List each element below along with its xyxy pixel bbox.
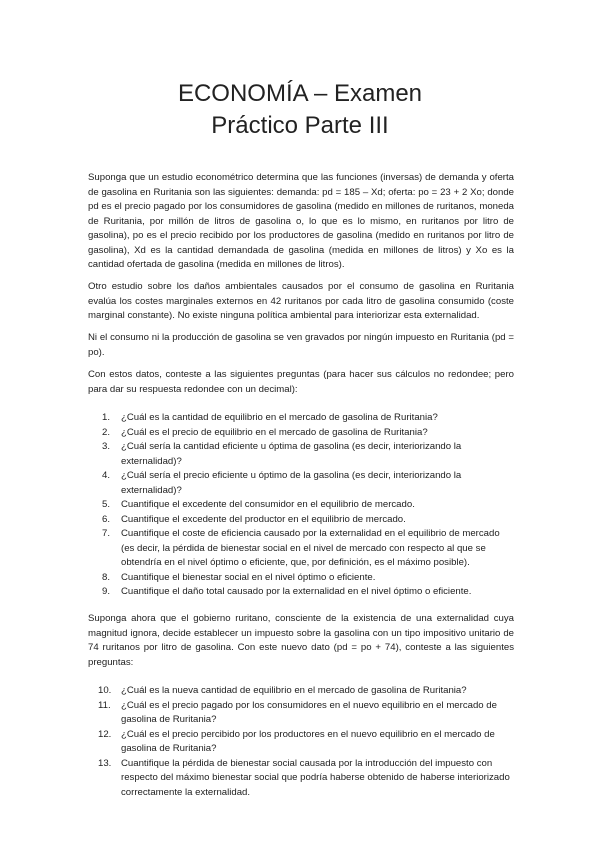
list-item [88,498,514,513]
question-text: Cuantifique el daño total causado por la externalidad en el nivel óptimo o eficiente. [121,586,472,597]
question-number: 9. [102,586,111,597]
list-item [88,757,514,801]
list-item [88,411,514,426]
list-item [88,728,514,757]
question-number: 12. [98,728,112,740]
question-text: ¿Cuál sería la cantidad eficiente u óptima de gasolina (es decir, interiorizando la externalidad)? [121,441,462,467]
question-text: Cuantifique el bienestar social en el nivel óptimo o eficiente. [121,571,376,583]
question-number: 4. [102,470,111,481]
question-text: ¿Cuál es el precio de equilibrio en el mercado de gasolina de Ruritania? [121,426,428,438]
question-text: ¿Cuál es el precio pagado por los consumidores en el nuevo equilibrio en el mercado de gasolina de Ruritania? [121,699,497,725]
paragraph-new-tax: Suponga ahora que el gobierno ruritano, consciente de la existencia de una externalidad cuya magnitud ignora, decide establecer un impuesto sobre la gasolina con un tipo impositivo unitario de 74 ruritanos por litro de gasolina. Con este nuevo dato (pd = po + 74), conteste a las siguientes preguntas: [88,613,514,668]
paragraph-supply-demand: Suponga que un estudio econométrico determina que las funciones (inversas) de demanda y oferta de gasolina en Ruritania son las siguientes: demanda: pd = 185 – Xd; oferta: po = 23 + 2 Xo; donde pd es el precio pagado por los consumidores de gasolina (medido en millones de ruritanos, moneda de Ruritania, por millón de litros de gasolina o, lo que es lo mismo, en ruritanos por litro de gasolina), po es el precio recibido por los productores de gasolina (medido en ruritanos por litro de gasolina), Xd es la cantidad demandada de gasolina (medida en millones de litros) y Xo es la cantidad ofertada de gasolina (medida en millones de litros). [88,172,514,270]
paragraph-externality: Otro estudio sobre los daños ambientales causados por el consumo de gasolina en Ruritania evalúa los costes marginales externos en 42 ruritanos por cada litro de gasolina consumido (coste marginal constante). No existe ninguna política ambiental para interiorizar esta externalidad. [88,281,514,321]
question-number: 11. [98,699,111,711]
paragraph-no-tax: Ni el consumo ni la producción de gasolina se ven gravados por ningún impuesto en Ruritania (pd = po). [88,332,514,358]
question-number: 8. [102,571,111,583]
question-text: ¿Cuál sería el precio eficiente u óptimo de la gasolina (es decir, interiorizando la externalidad)? [121,470,462,496]
question-list-part-2 [88,684,514,800]
question-number: 2. [102,426,111,438]
list-item [88,684,514,699]
paragraph-instructions: Con estos datos, conteste a las siguientes preguntas (para hacer sus cálculos no redondee; pero para dar su respuesta redondee con un decimal): [88,369,514,395]
question-number: 6. [102,513,111,525]
list-item [88,571,514,586]
list-item [88,585,514,600]
question-number: 3. [102,441,111,452]
question-text: ¿Cuál es el precio percibido por los productores en el nuevo equilibrio en el mercado de gasolina de Ruritania? [121,728,495,754]
question-number: 7. [102,528,111,539]
page-title-line-2: Práctico Parte III [211,112,389,139]
question-text: ¿Cuál es la cantidad de equilibrio en el mercado de gasolina de Ruritania? [121,412,438,423]
list-item [88,513,514,528]
question-number: 5. [102,499,111,510]
list-item [88,440,514,469]
question-text: Cuantifique el excedente del productor en el equilibrio de mercado. [121,513,406,525]
list-item [88,699,514,728]
question-number: 10. [98,685,112,696]
question-text: Cuantifique el coste de eficiencia causado por la externalidad en el equilibrio de mercado (es decir, la pérdida de bienestar social en el nivel de mercado con respecto al que se obtendría en el nivel óptimo o eficiente, que, por definición, es el máximo posible). [121,528,500,568]
question-text: Cuantifique el excedente del consumidor en el equilibrio de mercado. [121,499,415,510]
list-item [88,527,514,571]
question-number: 1. [102,412,111,423]
question-list-part-1 [88,411,514,600]
question-number: 13. [98,757,112,769]
list-item [88,426,514,441]
question-text: Cuantifique la pérdida de bienestar social causada por la introducción del impuesto con respecto del máximo bienestar social que podría haberse obtenido de haberse interiorizado correctamente la externalidad. [121,757,510,798]
page-title-line-1: ECONOMÍA – Examen [177,80,423,107]
question-text: ¿Cuál es la nueva cantidad de equilibrio en el mercado de gasolina de Ruritania? [121,685,467,696]
list-item [88,469,514,498]
